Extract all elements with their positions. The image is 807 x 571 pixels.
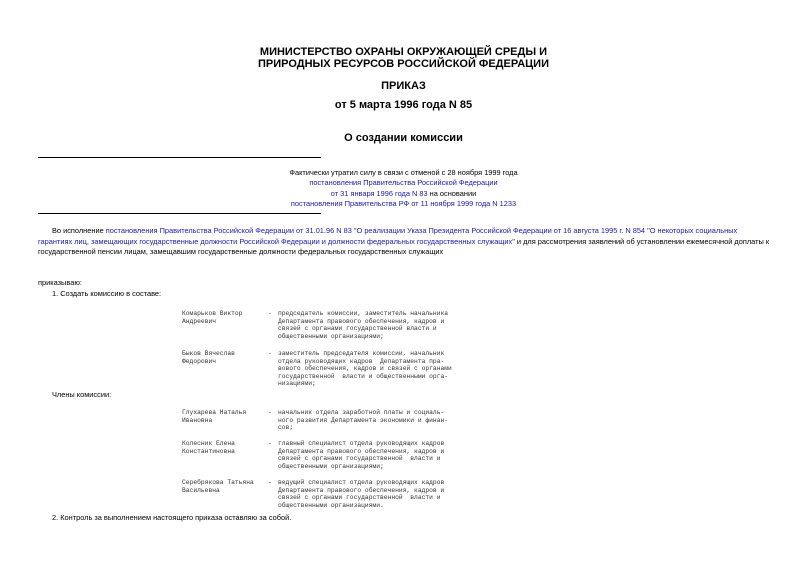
preamble-link[interactable]: постановления Правительства Российской Федерации от 31.01.96 N 83 "О реализации Указа Президента Российской Федерации от 16 августа 1995 г. N 854 "О некоторых социальных гарантиях лиц, замещающих государственные должности Российской Федерации и должности федеральных государственных служащих" xyxy=(38,226,738,246)
divider-top xyxy=(38,157,321,158)
status-line-1: Фактически утратил силу в связи с отменой с 28 ноября 1999 года xyxy=(289,168,518,177)
ministry-name xyxy=(0,46,807,70)
members-heading: Члены комиссии: xyxy=(52,390,112,399)
member-role: председатель комиссии, заместитель начальника Департамента правового обеспечения, кадров и связей с органами государственной власти и общественными организациями; xyxy=(278,310,449,340)
doc-type: ПРИКАЗ xyxy=(381,80,426,92)
member-role: ведущий специалист отдела руководящих кадров Департамента правового обеспечения, кадров и связей с органами государственной власти и общественными организациями. xyxy=(278,479,445,509)
ministry-line-2: ПРИРОДНЫХ РЕСУРСОВ РОССИЙСКОЙ ФЕДЕРАЦИИ xyxy=(258,58,549,70)
preamble-paragraph xyxy=(38,226,770,258)
doc-title: О создании комиссии xyxy=(344,132,463,144)
item-1: 1. Создать комиссию в составе: xyxy=(52,289,162,298)
member-dash: - xyxy=(268,310,272,317)
status-block xyxy=(0,168,807,210)
status-link-1[interactable]: постановления Правительства Российской Федерации xyxy=(309,178,498,188)
member-dash: - xyxy=(268,440,272,447)
orders-word: приказываю: xyxy=(38,278,82,287)
member-dash: - xyxy=(268,479,272,486)
status-link-3[interactable]: постановления Правительства РФ от 11 ноября 1999 года N 1233 xyxy=(290,199,517,209)
status-link-2[interactable]: от 31 января 1996 года N 83 xyxy=(330,188,428,198)
member-role: главный специалист отдела руководящих кадров Департамента правового обеспечения, кадров и связей с органами государственной власти и общественными организациями; xyxy=(278,440,445,470)
member-role: заместитель председателя комиссии, начальник отдела руководящих кадров Департамента пра- вового обеспечения, кадров и связей с органами государственной власти и общественными орга- низациями; xyxy=(278,350,452,388)
member-name: Глухарева Наталья Ивановна xyxy=(182,409,247,424)
preamble-text-end: и для рассмотрения заявлений об установлении ежемесячной доплаты к государственной пенсии лицам, замещавшим государственные должности федеральных государственных служащих xyxy=(38,236,770,257)
preamble-text-start: Во исполнение xyxy=(52,226,106,235)
member-name: Комарьков Виктор Андреевич xyxy=(182,310,243,325)
status-text-2: на основании xyxy=(427,188,477,198)
doc-date: от 5 марта 1996 года N 85 xyxy=(334,99,473,111)
member-name: Серебрякова Татьяна Васильевна xyxy=(182,479,254,494)
ministry-line-1: МИНИСТЕРСТВО ОХРАНЫ ОКРУЖАЮЩЕЙ СРЕДЫ И xyxy=(259,46,548,58)
member-dash: - xyxy=(268,409,272,416)
member-dash: - xyxy=(268,350,272,357)
member-name: Колесник Елена Константиновна xyxy=(182,440,235,455)
member-name: Быков Вячеслав Федорович xyxy=(182,350,235,365)
item-2: 2. Контроль за выполнением настоящего приказа оставляю за собой. xyxy=(52,513,292,522)
member-role: начальник отдела заработной платы и социаль- ного развития Департамента экономики и финан- сов; xyxy=(278,409,449,432)
divider-bottom xyxy=(38,213,321,214)
